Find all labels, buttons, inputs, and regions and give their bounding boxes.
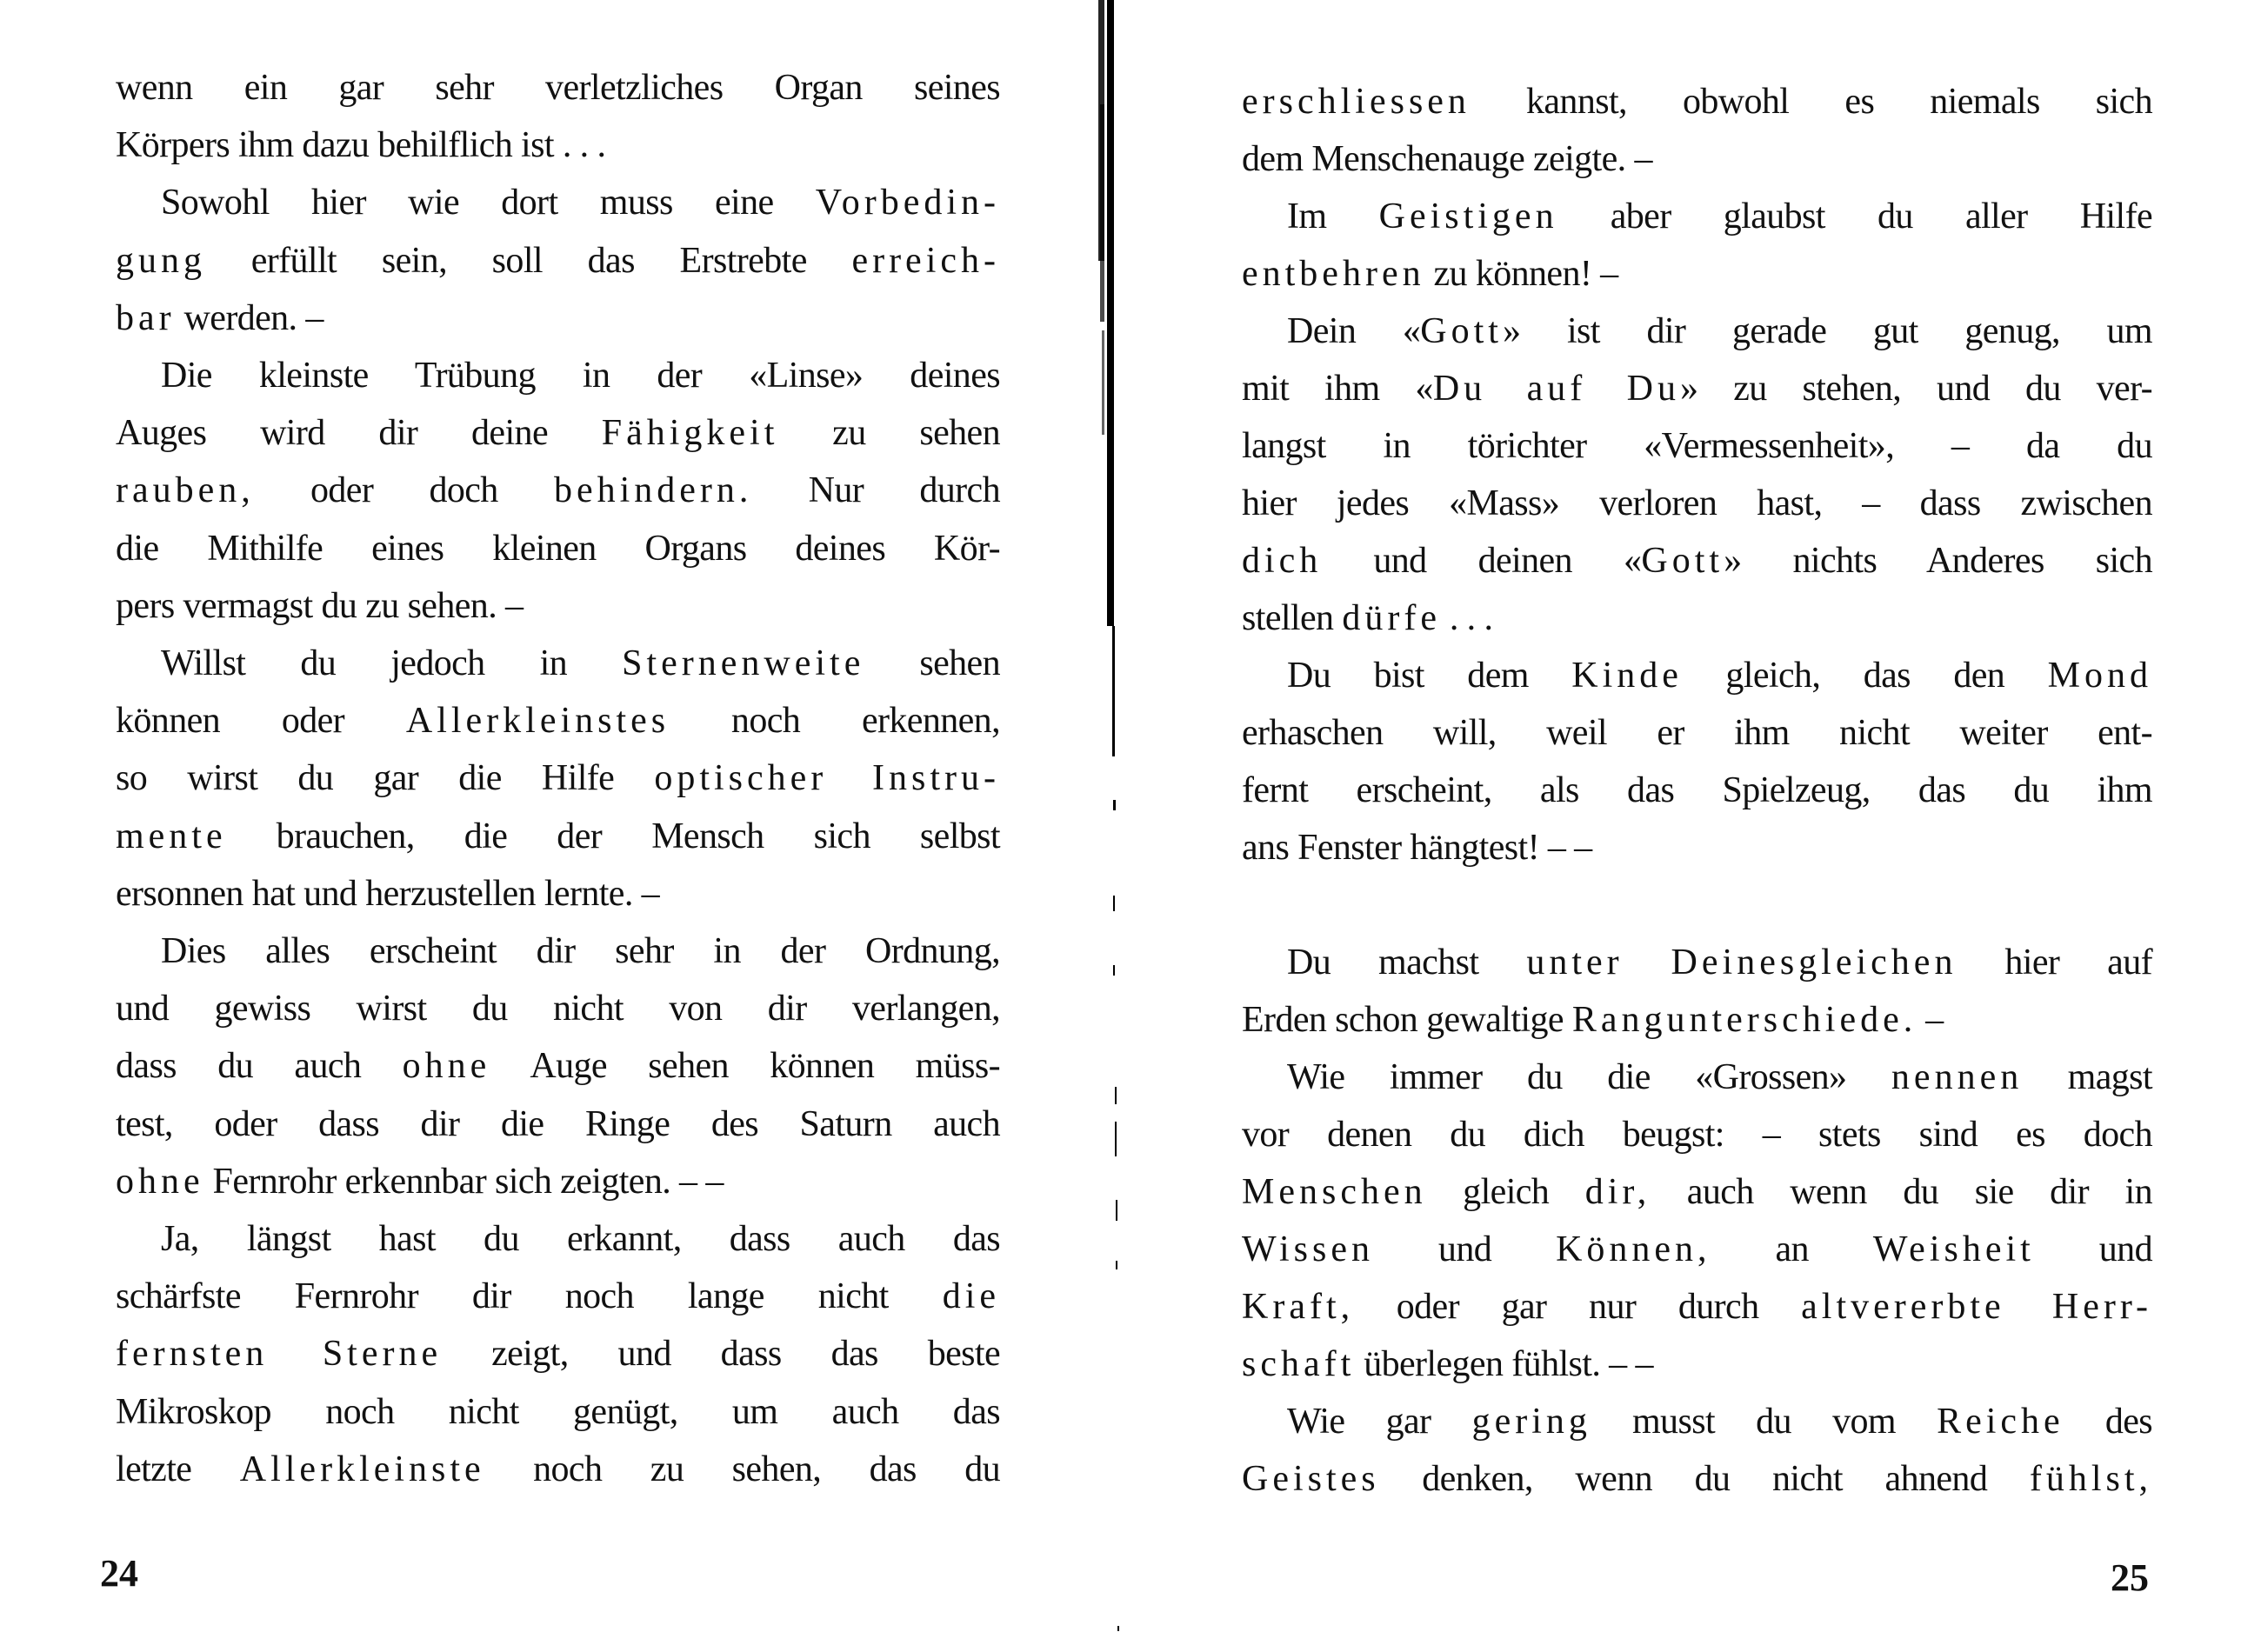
book-gutter [1091, 0, 1126, 1652]
text-segment: Auge sehen können müss- [490, 1046, 1000, 1087]
text-segment: Auges wird dir deine [116, 413, 602, 454]
text-line [1242, 303, 2152, 360]
text-segment: Willst du jedoch in [161, 643, 623, 683]
text-line [1242, 532, 2152, 590]
text-segment: test, oder dass dir die Ringe des Saturn auch [116, 1103, 1000, 1144]
emphasized-text: Geistigen [1378, 197, 1558, 236]
text-segment: musst du vom [1591, 1402, 1938, 1442]
emphasized-text: erreich- [851, 240, 1000, 281]
emphasized-text: erschliessen [1242, 82, 1471, 122]
text-segment: noch erkennen, [670, 701, 1000, 742]
text-segment: vor denen du dich beugst: – stets sind es doch [1242, 1115, 2152, 1155]
text-line [116, 1383, 1000, 1441]
gutter-shadow [1102, 330, 1104, 435]
emphasized-text: Gott [1641, 541, 1724, 581]
text-segment: stellen [1242, 598, 1343, 638]
emphasized-text: Rangunterschiede. [1571, 1000, 1918, 1040]
emphasized-text: bar [116, 297, 176, 338]
text-segment [1624, 943, 1671, 983]
emphasized-text: Sternenweite [622, 643, 865, 683]
text-line [1242, 475, 2152, 532]
emphasized-text: unter [1526, 943, 1624, 983]
text-segment: Ja, längst hast du erkannt, dass auch das [161, 1219, 1000, 1259]
text-segment: » zu stehen, und du ver- [1680, 369, 2152, 409]
text-line [116, 865, 1000, 923]
text-line [1242, 1450, 2152, 1508]
text-segment: letzte [116, 1449, 240, 1489]
gutter-mark [1113, 896, 1115, 911]
text-line [116, 1325, 1000, 1382]
page-number-right: 25 [2111, 1556, 2149, 1599]
text-line [1242, 819, 2152, 876]
text-line [116, 1096, 1000, 1153]
emphasized-text: dürfe [1342, 598, 1441, 638]
gutter-mark [1115, 1122, 1117, 1156]
text-segment: Wie gar [1287, 1402, 1472, 1442]
emphasized-text: Mond [2047, 656, 2153, 696]
text-segment: » nichts Anderes sich [1724, 541, 2152, 581]
gutter-binding-line [1107, 0, 1114, 626]
gutter-mark [1116, 1200, 1117, 1221]
text-segment: Mikroskop noch nicht genügt, um auch das [116, 1391, 1000, 1432]
text-line [1242, 360, 2152, 417]
text-segment: und gewiss wirst du nicht von dir verlangen, [116, 989, 1000, 1029]
text-segment: Körpers ihm dazu behilflich ist . . . [116, 125, 606, 166]
text-line [116, 462, 1000, 519]
emphasized-text: Vorbedin- [815, 183, 1000, 223]
text-segment: können oder [116, 701, 406, 742]
text-segment: – [1917, 1000, 1944, 1040]
emphasized-text: Geistes [1242, 1459, 1380, 1499]
text-segment: zeigt, und dass das beste [442, 1334, 1000, 1375]
text-line [1242, 245, 2152, 303]
text-line [116, 692, 1000, 749]
text-line [116, 520, 1000, 577]
text-segment: an [1711, 1229, 1873, 1269]
text-line [1242, 647, 2152, 704]
emphasized-text: Allerkleinste [239, 1449, 485, 1489]
emphasized-text: Deinesgleichen [1671, 943, 1958, 983]
text-segment: wenn ein gar sehr verletzliches Organ seines [116, 68, 1000, 108]
text-segment: oder gar nur durch [1354, 1287, 1802, 1327]
emphasized-text: fühlst, [2029, 1459, 2152, 1499]
emphasized-text: Gott [1420, 311, 1503, 351]
text-line [1242, 934, 2152, 991]
text-line [1242, 1163, 2152, 1221]
right-page [1122, 0, 2261, 1652]
text-segment: langst in törichter «Vermessenheit», – da du [1242, 426, 2152, 466]
text-segment: und [1373, 1229, 1557, 1269]
emphasized-text: Fähigkeit [601, 413, 779, 454]
text-segment: magst [2023, 1057, 2152, 1097]
text-line [116, 923, 1000, 980]
emphasized-text: gering [1471, 1402, 1591, 1442]
text-segment: mit ihm « [1242, 369, 1433, 409]
emphasized-text: dich [1242, 541, 1323, 581]
left-page [0, 0, 1100, 1652]
gutter-binding-line [1112, 626, 1115, 756]
text-line [1242, 991, 2152, 1049]
text-segment: » ist dir gerade gut genug, um [1502, 311, 2152, 351]
text-segment: zu können! – [1424, 254, 1618, 294]
text-line [116, 290, 1000, 347]
text-segment: und deinen « [1322, 541, 1642, 581]
text-segment: die Mithilfe eines kleinen Organs deines Kör- [116, 528, 1000, 569]
emphasized-text: mente [116, 816, 227, 856]
emphasized-text: dir, [1584, 1172, 1651, 1212]
emphasized-text: fernsten Sterne [116, 1334, 443, 1375]
text-segment: Wie immer du die «Grossen» [1287, 1057, 1891, 1097]
text-segment: Du machst [1287, 943, 1527, 983]
emphasized-text: Reiche [1937, 1402, 2064, 1442]
emphasized-text: ohne [116, 1161, 204, 1202]
text-line [116, 347, 1000, 404]
text-segment: Die kleinste Trübung in der «Linse» deines [161, 356, 1000, 396]
text-segment: denken, wenn du nicht ahnend [1379, 1459, 2030, 1499]
text-segment: auch wenn du sie dir in [1651, 1172, 2152, 1212]
text-line [1242, 762, 2152, 819]
emphasized-text: altvererbte Herr- [1801, 1287, 2153, 1327]
text-line [1242, 1278, 2152, 1336]
text-line [1242, 188, 2152, 245]
text-line [116, 808, 1000, 865]
text-line [116, 404, 1000, 462]
emphasized-text: Menschen [1242, 1172, 1427, 1212]
text-line [116, 232, 1000, 290]
text-segment: des [2064, 1402, 2153, 1442]
emphasized-text: ohne [402, 1046, 491, 1087]
gutter-mark [1113, 800, 1116, 810]
text-segment: pers vermagst du zu sehen. – [116, 585, 524, 626]
gutter-shadow [1100, 104, 1104, 322]
text-segment: Dein « [1287, 311, 1421, 351]
text-line [116, 577, 1000, 635]
text-line [1242, 73, 2152, 130]
text-line [1242, 1221, 2152, 1278]
text-segment: fernt erscheint, als das Spielzeug, das du ihm [1242, 770, 2152, 810]
text-segment: Du bist dem [1287, 656, 1572, 696]
emphasized-text: Können, [1556, 1229, 1711, 1269]
emphasized-text: Wissen [1242, 1229, 1374, 1269]
text-segment: . . . [1440, 598, 1493, 638]
text-line [116, 1268, 1000, 1325]
text-line [1242, 1049, 2152, 1106]
text-segment: oder doch [254, 470, 554, 511]
emphasized-text: Kraft, [1242, 1287, 1355, 1327]
text-segment: sehen [864, 643, 1000, 683]
text-segment: dass du auch [116, 1046, 403, 1087]
gutter-mark [1113, 965, 1115, 976]
text-segment: Sowohl hier wie dort muss eine [161, 183, 816, 223]
text-segment: so wirst du gar die Hilfe [116, 758, 655, 799]
emphasized-text: Du auf Du [1432, 369, 1680, 409]
emphasized-text: die [942, 1276, 1000, 1317]
text-line [116, 174, 1000, 231]
text-segment: hier auf [1957, 943, 2152, 983]
gutter-mark [1115, 1087, 1117, 1104]
text-segment: zu sehen [778, 413, 1000, 454]
text-segment: kannst, obwohl es niemals sich [1470, 82, 2152, 122]
text-segment: überlegen fühlst. – – [1355, 1344, 1653, 1384]
emphasized-text: Weisheit [1872, 1229, 2035, 1269]
text-line [116, 635, 1000, 692]
text-segment: erhaschen will, weil er ihm nicht weiter ent- [1242, 713, 2152, 753]
text-segment: ans Fenster hängtest! – – [1242, 828, 1592, 868]
text-line [1242, 1336, 2152, 1393]
text-segment: noch zu sehen, das du [484, 1449, 1001, 1489]
text-line [116, 749, 1000, 807]
gutter-mark [1117, 1626, 1119, 1631]
text-segment: gleich, das den [1682, 656, 2048, 696]
text-line [1242, 704, 2152, 762]
text-line [116, 1210, 1000, 1268]
text-segment: erfüllt sein, soll das Erstrebte [206, 240, 852, 281]
text-segment: schärfste Fernrohr dir noch lange nicht [116, 1276, 943, 1317]
text-segment: werden. – [175, 297, 323, 338]
emphasized-text: gung [116, 240, 206, 281]
text-line [1242, 1106, 2152, 1163]
text-segment: Fernrohr erkennbar sich zeigten. – – [203, 1161, 724, 1202]
text-line [116, 1037, 1000, 1095]
text-segment: Im [1287, 197, 1379, 236]
text-segment: Erden schon gewaltige [1242, 1000, 1572, 1040]
text-segment: hier jedes «Mass» verloren hast, – dass zwischen [1242, 483, 2152, 523]
text-segment: ersonnen hat und herzustellen lernte. – [116, 873, 660, 914]
text-segment: aber glaubst du aller Hilfe [1557, 197, 2153, 236]
gutter-mark [1116, 1261, 1117, 1269]
emphasized-text: schaft [1242, 1344, 1356, 1384]
text-line [1242, 417, 2152, 475]
emphasized-text: Kinde [1571, 656, 1683, 696]
text-line [116, 1441, 1000, 1498]
text-segment: und [2034, 1229, 2152, 1269]
text-line [116, 59, 1000, 117]
emphasized-text: nennen [1891, 1057, 2024, 1097]
text-segment: Nur durch [752, 470, 1000, 511]
blank-line [1242, 876, 2152, 934]
emphasized-text: optischer Instru- [654, 758, 1000, 799]
text-line [1242, 590, 2152, 647]
text-line [116, 1153, 1000, 1210]
emphasized-text: Allerkleinstes [405, 701, 670, 742]
text-line [116, 117, 1000, 174]
text-line [116, 980, 1000, 1037]
text-segment: dem Menschenauge zeigte. – [1242, 139, 1652, 179]
text-line [1242, 1393, 2152, 1450]
emphasized-text: entbehren [1242, 254, 1425, 294]
text-segment: brauchen, die der Mensch sich selbst [226, 816, 1000, 856]
text-segment: Dies alles erscheint dir sehr in der Ordnung, [161, 931, 1000, 971]
emphasized-text: behindern. [553, 470, 753, 511]
text-segment: gleich [1426, 1172, 1585, 1212]
text-line [1242, 130, 2152, 188]
page-number-left: 24 [100, 1552, 138, 1595]
emphasized-text: rauben, [116, 470, 255, 511]
